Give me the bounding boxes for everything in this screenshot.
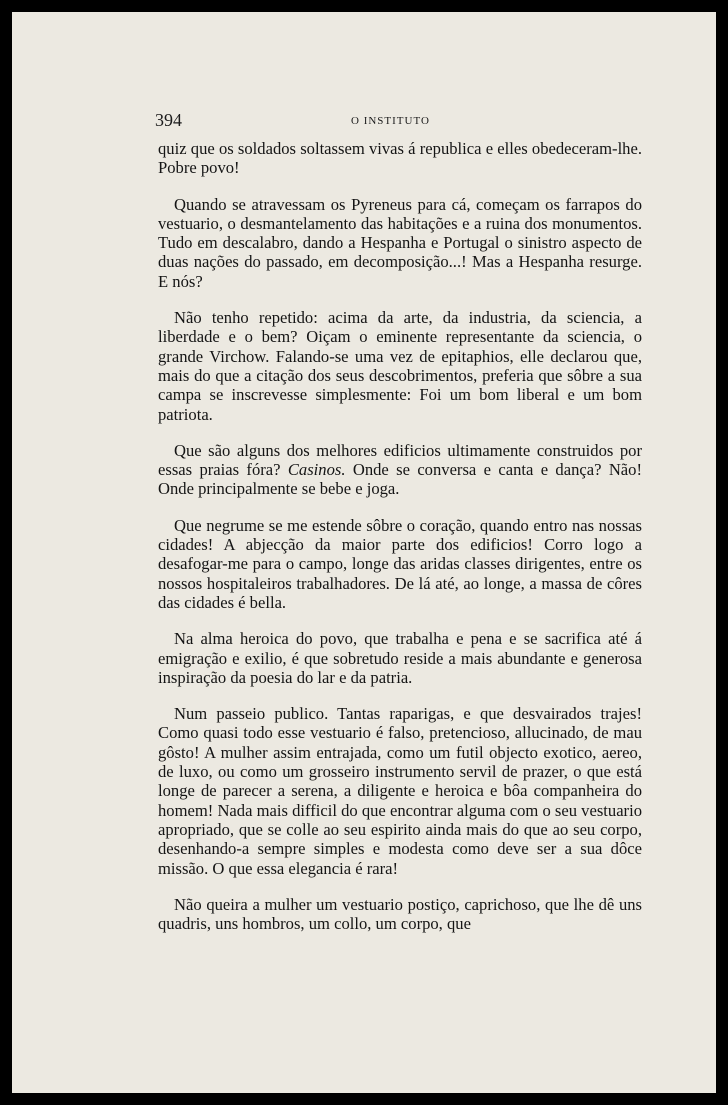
paragraph-1: quiz que os soldados soltassem vivas á republica e elles obedeceram-lhe. Pobre povo! xyxy=(158,139,642,178)
paragraph-4-emphasis: Casinos. xyxy=(287,460,346,480)
paragraph-7: Num passeio publico. Tantas raparigas, e que desvairados trajes! Como quasi todo esse vestuario é falso, pretencioso, allucinado, de mau gôsto! A mulher assim entrajada, como um futil objecto exotico, aereo, de luxo, ou como um grosseiro instrumento servil de prazer, o que está longe de parecer a serena, a diligente e heroica e bôa companheira do homem! Nada mais difficil do que encontrar alguma com o seu vestuario apropriado, que se colle ao seu espirito ainda mais do que ao seu corpo, desenhando-a sempre simples e modesta como deve ser a sua dôce missão. O que essa elegancia é rara! xyxy=(158,704,642,878)
body-text xyxy=(158,139,642,950)
paragraph-8: Não queira a mulher um vestuario postiço, caprichoso, que lhe dê uns quadris, uns hombros, um collo, um corpo, que xyxy=(158,894,642,934)
page-header xyxy=(155,110,645,134)
paragraph-6: Na alma heroica do povo, que trabalha e pena e se sacrifica até á emigração e exilio, é que sobretudo reside a mais abundante e generosa inspiração da poesia do lar e da patria. xyxy=(158,629,642,687)
paragraph-4-text-after: Onde se conversa e canta e dança? Não! Onde principalmente se bebe e joga. xyxy=(158,460,642,499)
paragraph-2: Quando se atravessam os Pyreneus para cá, começam os farrapos do vestuario, o desmantelamento das habitações e a ruina dos monumentos. Tudo em descalabro, dando a Hespanha e Portugal o sinistro aspecto de duas nações do passado, em decomposição...! Mas a Hespanha resurge. E nós? xyxy=(158,194,642,291)
paragraph-4 xyxy=(158,441,642,499)
paragraph-4-text-before: Que são alguns dos melhores edificios ultimamente construidos por essas praias fóra? xyxy=(158,440,642,480)
book-page xyxy=(12,12,716,1093)
page-number: 394 xyxy=(155,110,182,130)
running-title: O INSTITUTO xyxy=(351,115,430,127)
paragraph-5: Que negrume se me estende sôbre o coração, quando entro nas nossas cidades! A abjecção da maior parte dos edificios! Corro logo a desafogar-me para o campo, longe das aridas classes dirigentes, entre os nossos hospitaleiros trabalhadores. De lá até, ao longe, a massa de côres das cidades é bella. xyxy=(158,515,642,612)
paragraph-3: Não tenho repetido: acima da arte, da industria, da sciencia, a liberdade e o bem? Oiçam o eminente representante da sciencia, o grande Virchow. Falando-se uma vez de epitaphios, elle declarou que, mais do que a citação dos seus descobrimentos, preferia que sôbre a sua campa se inscrevesse simplesmente: Foi um bom liberal e um bom patriota. xyxy=(158,308,642,424)
